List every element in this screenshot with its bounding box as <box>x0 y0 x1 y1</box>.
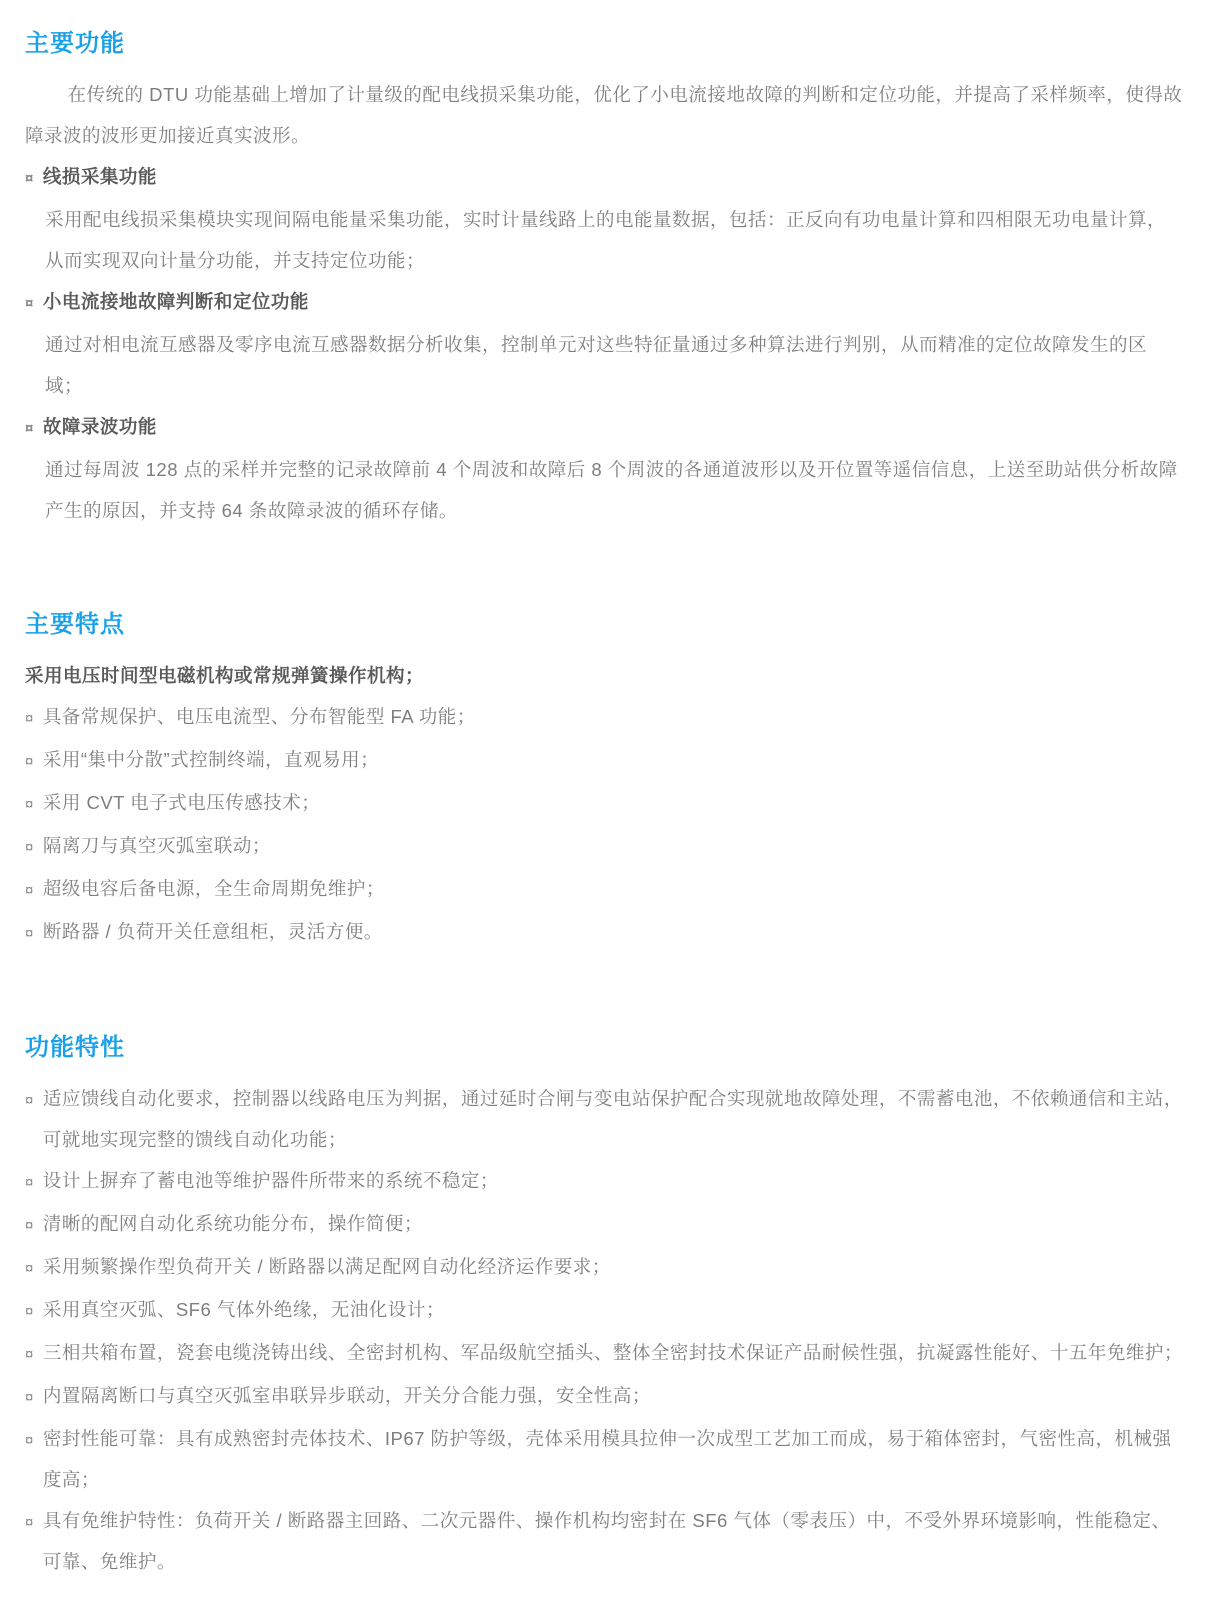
feature-body: 采用配电线损采集模块实现间隔电能量采集功能，实时计量线路上的电能量数据，包括：正反向有功电量计算和四相限无功电量计算，从而实现双向计量分功能，并支持定位功能； <box>45 209 1167 271</box>
list-item <box>25 911 1184 954</box>
intro-paragraph: 在传统的 DTU 功能基础上增加了计量级的配电线损采集功能，优化了小电流接地故障的判断和定位功能，并提高了采样频率，使得故障录波的波形更加接近真实波形。 <box>25 84 1183 146</box>
list-item <box>25 1332 1184 1375</box>
list-item <box>25 739 1184 782</box>
feature-body: 通过对相电流互感器及零序电流互感器数据分析收集，控制单元对这些特征量通过多种算法进行判别，从而精准的定位故障发生的区域； <box>45 334 1148 396</box>
section-title-main-features: 主要特点 <box>25 611 125 638</box>
feature-subheading <box>25 406 1184 449</box>
bullet-marker-icon: ¤ <box>25 882 34 899</box>
bullet-marker-icon: ¤ <box>25 710 34 727</box>
feature-subheading-label: 小电流接地故障判断和定位功能 <box>42 291 309 312</box>
list-item <box>25 868 1184 911</box>
list-item-text: 采用“集中分散”式控制终端，直观易用； <box>42 749 380 770</box>
bullet-marker-icon: ¤ <box>25 1389 34 1406</box>
bullet-marker-icon: ¤ <box>25 1514 34 1531</box>
bullet-marker-icon: ¤ <box>25 295 34 312</box>
bullet-marker-icon: ¤ <box>25 1217 34 1234</box>
bullet-marker-icon: ¤ <box>25 1260 34 1277</box>
bullet-marker-icon: ¤ <box>25 925 34 942</box>
list-item-text: 具备常规保护、电压电流型、分布智能型 FA 功能； <box>42 706 476 727</box>
list-item <box>25 825 1184 868</box>
bullet-marker-icon: ¤ <box>25 1432 34 1449</box>
list-item <box>25 696 1184 739</box>
list-item-text: 内置隔离断口与真空灭弧室串联异步联动，开关分合能力强，安全性高； <box>42 1385 651 1406</box>
bullet-marker-icon: ¤ <box>25 1303 34 1320</box>
list-item <box>25 1078 1184 1160</box>
bullet-marker-icon: ¤ <box>25 753 34 770</box>
list-item <box>25 1246 1184 1289</box>
list-item-text: 清晰的配网自动化系统功能分布，操作简便； <box>42 1213 423 1234</box>
feature-subheading-label: 线损采集功能 <box>42 166 157 187</box>
bullet-marker-icon: ¤ <box>25 1346 34 1363</box>
bullet-marker-icon: ¤ <box>25 839 34 856</box>
list-item <box>25 1418 1184 1500</box>
bullet-marker-icon: ¤ <box>25 796 34 813</box>
list-item-text: 隔离刀与真空灭弧室联动； <box>42 835 271 856</box>
list-item-text: 采用真空灭弧、SF6 气体外绝缘，无油化设计； <box>42 1299 445 1320</box>
feature-subheading <box>25 281 1184 324</box>
section-title-functional-characteristics: 功能特性 <box>25 1034 125 1061</box>
list-item <box>25 782 1184 825</box>
list-item-text: 超级电容后备电源，全生命周期免维护； <box>42 878 385 899</box>
feature-item <box>25 156 1184 281</box>
bullet-marker-icon: ¤ <box>25 170 34 187</box>
section-main-features <box>25 611 1184 954</box>
feature-item <box>25 406 1184 531</box>
section-title-main-functions: 主要功能 <box>25 30 125 57</box>
list-item-text: 三相共箱布置，瓷套电缆浇铸出线、全密封机构、军品级航空插头、整体全密封技术保证产品耐候性强，抗凝露性能好、十五年免维护； <box>42 1342 1183 1363</box>
list-item <box>25 1500 1184 1582</box>
list-item-text: 设计上摒弃了蓄电池等维护器件所带来的系统不稳定； <box>42 1170 499 1191</box>
section-main-functions <box>25 30 1184 531</box>
lead-statement: 采用电压时间型电磁机构或常规弹簧操作机构； <box>25 665 425 686</box>
list-item-text: 断路器 / 负荷开关任意组柜，灵活方便。 <box>42 921 383 942</box>
feature-subheading-label: 故障录波功能 <box>42 416 157 437</box>
list-item-text: 具有免维护特性：负荷开关 / 断路器主回路、二次元器件、操作机构均密封在 SF6 气体（零表压）中，不受外界环境影响，性能稳定、可靠、免维护。 <box>42 1510 1171 1572</box>
feature-subheading <box>25 156 1184 199</box>
list-item-text: 采用 CVT 电子式电压传感技术； <box>42 792 321 813</box>
feature-body: 通过每周波 128 点的采样并完整的记录故障前 4 个周波和故障后 8 个周波的各通道波形以及开位置等遥信信息，上送至助站供分析故障产生的原因，并支持 64 条故障录波的循环存储。 <box>45 459 1178 521</box>
list-item-text: 适应馈线自动化要求，控制器以线路电压为判据，通过延时合闸与变电站保护配合实现就地故障处理，不需蓄电池，不依赖通信和主站，可就地实现完整的馈线自动化功能； <box>42 1088 1183 1150</box>
list-item <box>25 1289 1184 1332</box>
list-item <box>25 1160 1184 1203</box>
list-item-text: 采用频繁操作型负荷开关 / 断路器以满足配网自动化经济运作要求； <box>42 1256 611 1277</box>
bullet-marker-icon: ¤ <box>25 1092 34 1109</box>
list-item <box>25 1375 1184 1418</box>
bullet-marker-icon: ¤ <box>25 420 34 437</box>
bullet-marker-icon: ¤ <box>25 1174 34 1191</box>
list-item <box>25 1203 1184 1246</box>
feature-item <box>25 281 1184 406</box>
section-functional-characteristics <box>25 1034 1184 1582</box>
list-item-text: 密封性能可靠：具有成熟密封壳体技术、IP67 防护等级，壳体采用模具拉伸一次成型工艺加工而成，易于箱体密封，气密性高，机械强度高； <box>42 1428 1172 1490</box>
